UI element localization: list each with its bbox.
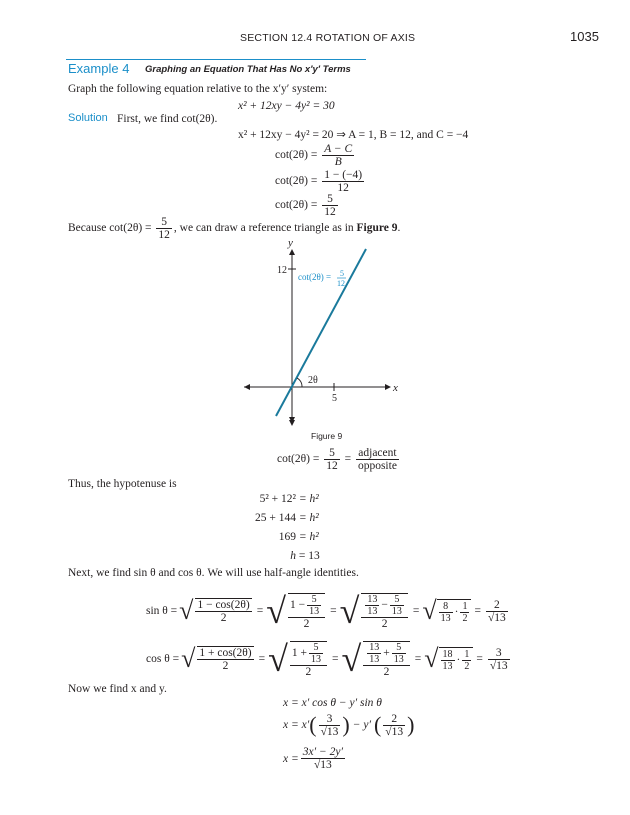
denominator: 2	[381, 617, 388, 630]
fraction	[390, 594, 404, 617]
cos-lhs: cos θ =	[146, 653, 180, 665]
fraction	[322, 169, 364, 194]
denominator: 13	[309, 605, 320, 617]
denominator: 2	[220, 612, 227, 624]
section-number: SECTION 12.4	[240, 32, 313, 44]
figure-9-graph	[240, 236, 410, 436]
numerator: 5	[156, 216, 172, 229]
denominator: 13	[369, 653, 380, 665]
numerator: adjacent	[356, 447, 399, 460]
fraction	[307, 594, 321, 617]
denominator: 2	[462, 612, 468, 624]
numerator: 5	[322, 193, 338, 206]
radical-sign: √	[422, 596, 437, 625]
numerator: A − C	[324, 143, 353, 155]
equals: =	[258, 653, 266, 665]
numerator: 3x′ − 2y′	[302, 746, 343, 758]
line-label-denominator: 12	[337, 279, 345, 288]
radical-product	[439, 647, 474, 672]
radical-sign: √	[179, 596, 194, 625]
denominator: 12	[324, 206, 336, 218]
numerator: 5	[307, 594, 321, 606]
running-header	[240, 32, 415, 44]
fraction	[367, 642, 381, 665]
term: 1 +	[291, 646, 307, 659]
fraction	[319, 713, 341, 738]
solution-intro: First, we find cot(2θ).	[117, 113, 218, 125]
left-paren: (	[309, 712, 317, 737]
denominator: B	[334, 156, 342, 168]
line-label: cot(2θ) =	[298, 272, 332, 282]
denominator: 2	[464, 660, 470, 672]
fraction	[462, 649, 471, 672]
radical-sign: √	[266, 591, 286, 631]
compound-numerator	[361, 594, 408, 618]
denominator: 13	[440, 612, 451, 624]
cot-step-3	[275, 193, 340, 218]
fraction	[301, 746, 345, 771]
period: .	[397, 222, 401, 235]
numerator: 2	[383, 713, 405, 726]
denominator: √13	[489, 659, 508, 672]
figure-reference: Figure 9	[356, 222, 398, 235]
result-fraction	[486, 599, 508, 624]
denominator: opposite	[357, 460, 397, 472]
denominator: 12	[337, 182, 349, 194]
radical-sign: √	[181, 644, 196, 673]
sin-derivation	[146, 586, 510, 636]
radical-fraction	[195, 598, 251, 624]
denominator: 13	[393, 653, 404, 665]
numerator: 2	[486, 599, 508, 612]
left-paren: (	[373, 712, 382, 737]
hyp-line	[222, 531, 362, 550]
y-axis-bottom-arrow	[289, 420, 295, 426]
example-label: Example 4	[68, 61, 130, 76]
x-axis-label: x	[393, 382, 398, 394]
coefficient-line: x² + 12xy − 4y² = 20 ⇒ A = 1, B = 12, and C = −4	[238, 129, 469, 141]
word-fraction	[356, 447, 399, 472]
radical-sign: √	[268, 639, 288, 679]
hyp-lhs: 25 + 144	[255, 512, 296, 524]
y-axis-label: y	[288, 237, 293, 249]
hypotenuse-intro: Thus, the hypotenuse is	[68, 478, 177, 490]
cos-derivation	[146, 634, 512, 684]
example-title: Graphing an Equation That Has No x′y′ Terms	[145, 64, 351, 75]
numerator: 3	[319, 713, 341, 726]
hyp-rhs: = h²	[298, 531, 319, 543]
right-paren: )	[407, 712, 415, 737]
operator: −	[381, 598, 388, 611]
line-lhs: x =	[283, 752, 299, 765]
hyp-rhs: = 13	[298, 550, 320, 562]
equation: x² + 12xy − 4y² = 30	[238, 100, 335, 112]
numerator: 1	[464, 648, 470, 660]
cot-lhs: cot(2θ) =	[275, 175, 318, 188]
hyp-rhs: = h²	[298, 512, 319, 524]
because-pre: Because cot(2θ) =	[68, 222, 152, 235]
x-axis-left-arrow	[244, 384, 250, 390]
numerator: 13	[369, 641, 380, 653]
numerator: 1 − (−4)	[324, 169, 363, 181]
numerator: 1	[462, 600, 468, 612]
hyp-rhs: = h²	[298, 493, 319, 505]
cot-lhs: cot(2θ) =	[275, 149, 318, 162]
half-angle-intro: Next, we find sin θ and cos θ. We will use half-angle identities.	[68, 567, 359, 579]
numerator: 13	[367, 593, 378, 605]
result-fraction	[488, 647, 510, 672]
equals: =	[414, 653, 422, 665]
operator: +	[383, 646, 390, 659]
term: 1 −	[289, 598, 306, 611]
equals: =	[331, 653, 339, 665]
figure-caption: Figure 9	[311, 431, 343, 441]
hyp-lhs: 5² + 12²	[259, 493, 296, 505]
fraction	[441, 649, 455, 672]
line-lhs: x = x′	[283, 719, 310, 731]
section-title: ROTATION OF AXIS	[315, 32, 416, 44]
angle-arc	[297, 378, 302, 387]
angle-label: 2θ	[308, 375, 318, 386]
numerator: 5	[390, 594, 404, 606]
example-rule	[66, 59, 366, 60]
denominator: 13	[367, 605, 378, 617]
final-line-3	[283, 746, 347, 771]
numerator: 18	[442, 648, 453, 660]
right-paren: )	[342, 712, 350, 737]
denominator: 13	[391, 605, 402, 617]
denominator: √13	[313, 759, 332, 771]
because-post: , we can draw a reference triangle as in	[173, 222, 354, 235]
denominator: 12	[158, 229, 170, 241]
fraction	[439, 601, 453, 624]
numerator: 1 − cos(2θ)	[197, 599, 250, 611]
cot-step-2	[275, 169, 366, 194]
hyp-lhs: h	[290, 550, 296, 562]
fraction	[309, 642, 323, 665]
denominator: 2	[303, 617, 310, 630]
radical-fraction	[197, 646, 253, 672]
compound-numerator	[363, 642, 410, 666]
equals: =	[412, 605, 420, 617]
denominator: 12	[326, 460, 338, 472]
radical-sign: √	[339, 591, 360, 631]
denominator: 13	[442, 660, 453, 672]
fraction	[365, 594, 379, 617]
dot: ·	[454, 605, 459, 618]
numerator: 3	[488, 647, 510, 660]
hyp-line	[222, 493, 362, 512]
x-tick-label: 5	[332, 393, 337, 404]
ratio-line	[277, 447, 401, 472]
compound-numerator	[288, 594, 325, 618]
dot: ·	[456, 653, 461, 666]
fraction	[324, 447, 340, 472]
denominator: 2	[305, 665, 312, 678]
numerator: 1 + cos(2θ)	[199, 647, 252, 659]
numerator: 5	[309, 642, 323, 654]
equals: =	[476, 653, 483, 665]
line-mid: − y′	[352, 719, 371, 731]
hypotenuse-steps	[222, 493, 362, 569]
fraction	[156, 216, 172, 241]
final-line-1: x = x′ cos θ − y′ sin θ	[283, 697, 382, 709]
final-line-2	[283, 712, 414, 738]
fraction	[392, 642, 406, 665]
fraction	[322, 143, 354, 168]
numerator: 5	[392, 642, 406, 654]
radical-sign: √	[341, 639, 362, 679]
compound-numerator	[290, 642, 327, 666]
fraction	[460, 601, 469, 624]
line-label-numerator: 5	[340, 269, 344, 278]
denominator: 2	[222, 660, 229, 672]
equals: =	[330, 605, 337, 617]
cot-step-1	[275, 143, 356, 168]
fraction	[322, 193, 338, 218]
equals: =	[474, 605, 481, 617]
solution-label: Solution	[68, 112, 108, 124]
final-intro: Now we find x and y.	[68, 683, 167, 695]
denominator: √13	[320, 725, 339, 738]
denominator: 13	[310, 653, 321, 665]
ratio-lhs: cot(2θ) =	[277, 453, 320, 466]
numerator: 5	[324, 447, 340, 460]
numerator: 8	[439, 601, 453, 613]
radical-fraction	[288, 593, 325, 630]
radical-fraction	[363, 641, 410, 678]
page-number: 1035	[570, 29, 599, 44]
radical-fraction	[290, 641, 327, 678]
sin-lhs: sin θ =	[146, 605, 178, 617]
hyp-lhs: 169	[278, 531, 296, 543]
example-prompt: Graph the following equation relative to the x′y′ system:	[68, 83, 328, 95]
radical-product	[437, 599, 472, 624]
hyp-line	[222, 512, 362, 531]
equals: =	[256, 605, 264, 617]
cot-lhs: cot(2θ) =	[275, 199, 318, 212]
denominator: √13	[487, 611, 506, 624]
radical-fraction	[361, 593, 408, 630]
y-tick-label: 12	[277, 265, 287, 276]
radical-sign: √	[424, 644, 439, 673]
denominator: 2	[383, 665, 390, 678]
fraction	[383, 713, 405, 738]
equals: =	[344, 453, 352, 466]
denominator: √13	[385, 725, 404, 738]
